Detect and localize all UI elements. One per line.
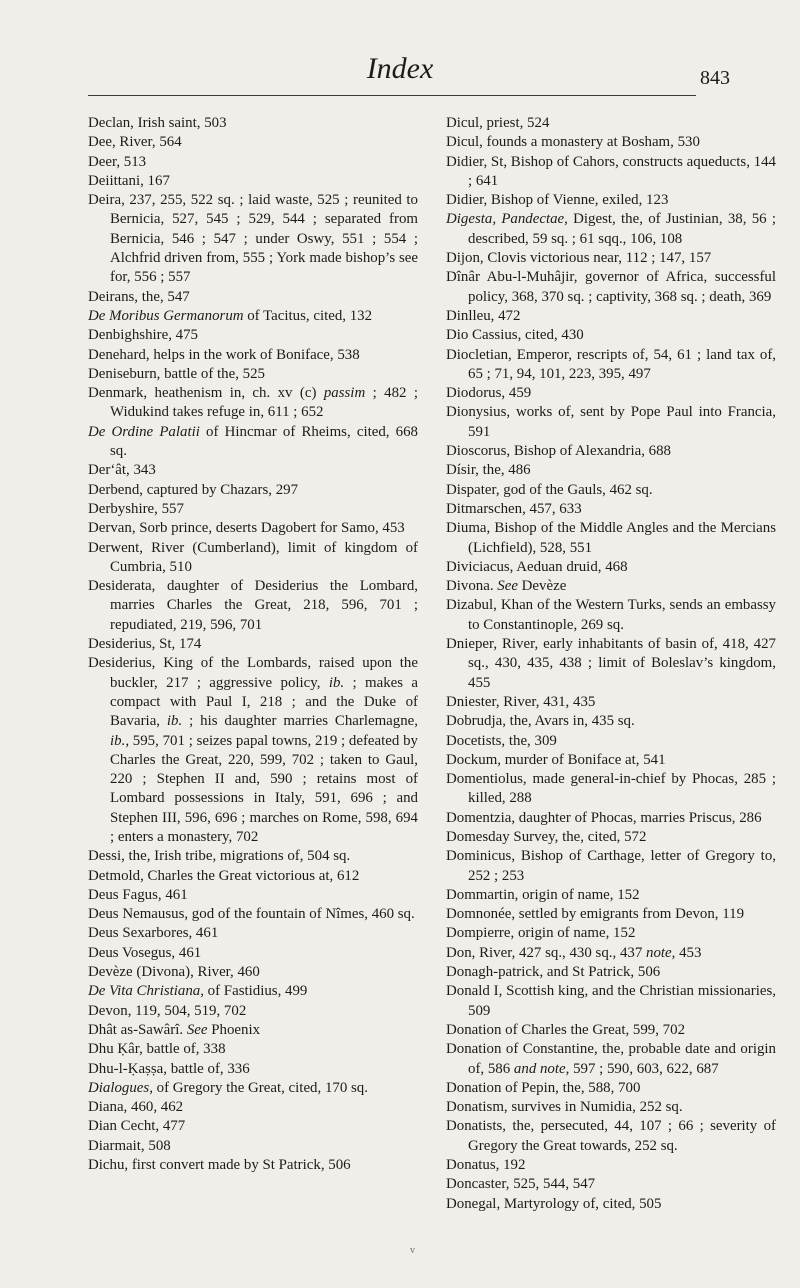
index-entry-text: Donegal, Martyrology of, cited, 505 bbox=[446, 1195, 662, 1212]
index-entry-text: Dobrudja, the, Avars in, 435 sq. bbox=[446, 713, 635, 730]
index-entry bbox=[88, 886, 418, 905]
index-entry-text: Deirans, the, 547 bbox=[88, 288, 190, 305]
index-entry bbox=[446, 982, 776, 1021]
index-entry-text: Dee, River, 564 bbox=[88, 134, 182, 151]
index-entry-italic-text: and note bbox=[513, 1060, 566, 1077]
index-entry-text: Dhu-l-Ḳaṣṣa, battle of, 336 bbox=[88, 1060, 250, 1077]
index-entry-text: Donation of Charles the Great, 599, 702 bbox=[446, 1021, 686, 1038]
index-entry bbox=[446, 577, 776, 596]
index-entry-text: Dicul, priest, 524 bbox=[446, 115, 550, 131]
index-entry-text: Deus Sexarbores, 461 bbox=[88, 925, 219, 942]
index-entry bbox=[88, 191, 418, 287]
index-entry bbox=[446, 249, 776, 268]
index-entry-text: Dominicus, Bishop of Carthage, letter of Gregory to, 252 ; 253 bbox=[446, 848, 776, 884]
index-entry bbox=[88, 867, 418, 886]
index-entry-text: Domesday Survey, the, cited, 572 bbox=[446, 828, 647, 845]
index-entry bbox=[88, 1098, 418, 1117]
index-entry-italic-text: ib. bbox=[110, 732, 126, 749]
index-entry-text: Don, River, 427 sq., 430 sq., 437 bbox=[446, 944, 647, 961]
index-entry bbox=[446, 732, 776, 751]
index-entry-text: , 453 bbox=[671, 944, 702, 961]
index-entry-text: Didier, St, Bishop of Cahors, constructs aqueducts, 144 ; 641 bbox=[446, 153, 776, 189]
index-entry-italic-text: passim bbox=[323, 385, 366, 402]
index-column-left bbox=[88, 114, 418, 1175]
index-entry-text: of Tacitus, cited, 132 bbox=[243, 307, 373, 324]
index-entry-text: ; makes a compact with Paul I, 218 ; and the Duke of Bavaria, bbox=[110, 674, 418, 730]
index-entry bbox=[88, 1021, 418, 1040]
index-entry-text: Dijon, Clovis victorious near, 112 ; 147, 157 bbox=[446, 250, 712, 267]
index-entry bbox=[446, 828, 776, 847]
index-entry bbox=[88, 1137, 418, 1156]
index-entry bbox=[446, 500, 776, 519]
index-entry-text: Denehard, helps in the work of Boniface, 538 bbox=[88, 346, 360, 363]
index-entry-text: Dompierre, origin of name, 152 bbox=[446, 925, 636, 942]
index-entry-text: Dniester, River, 431, 435 bbox=[446, 693, 596, 710]
index-entry bbox=[446, 1098, 776, 1117]
index-entry-text: Derbend, captured by Chazars, 297 bbox=[88, 481, 299, 498]
index-entry-text: ; 482 ; Widukind takes refuge in, 611 ; 652 bbox=[110, 385, 419, 421]
index-entry-text: Deus Fagus, 461 bbox=[88, 886, 188, 903]
index-entry-text: Der‘ât, 343 bbox=[88, 462, 156, 479]
index-entry bbox=[446, 153, 776, 192]
index-entry bbox=[446, 1079, 776, 1098]
index-entry bbox=[446, 481, 776, 500]
index-entry-text: Desiderata, daughter of Desiderius the Lombard, marries Charles the Great, 218, 596, 701 ; repudiated, 219, 596, 701 bbox=[88, 578, 418, 633]
index-entry-text: , 595, 701 ; seizes papal towns, 219 ; defeated by Charles the Great, 220, 599, 702 ; taken to Gaul, 220 ; Stephen II and, 590 ; retains most of Lombard possessions in Italy, 591, 696 ; and Stephen III, 596, 696 ; marches on Rome, 598, 694 ; enters a monastery, 702 bbox=[110, 732, 418, 845]
index-entry-text: Diviciacus, Aeduan druid, 468 bbox=[446, 558, 628, 575]
index-entry-text: Devèze bbox=[517, 578, 567, 595]
index-entry-text: , of Gregory the Great, cited, 170 sq. bbox=[149, 1079, 368, 1096]
index-entry bbox=[446, 461, 776, 480]
index-entry bbox=[446, 809, 776, 828]
index-entry-text: Diodorus, 459 bbox=[446, 385, 532, 402]
index-entry-text: Deus Vosegus, 461 bbox=[88, 944, 202, 961]
index-entry-text: Dhât as-Sawârî. bbox=[88, 1021, 187, 1038]
index-entry bbox=[446, 519, 776, 558]
index-entry-text: Dio Cassius, cited, 430 bbox=[446, 327, 584, 344]
index-entry-text: Dockum, murder of Boniface at, 541 bbox=[446, 751, 666, 768]
index-entry-text: Devèze (Divona), River, 460 bbox=[88, 964, 260, 981]
index-entry-text: Diana, 460, 462 bbox=[88, 1099, 184, 1116]
page-header bbox=[0, 0, 800, 108]
index-entry-text: Donagh-patrick, and St Patrick, 506 bbox=[446, 964, 661, 981]
index-entry-text: , 597 ; 590, 603, 622, 687 bbox=[565, 1060, 719, 1077]
index-entry-text: Deer, 513 bbox=[88, 153, 147, 170]
index-entry bbox=[88, 577, 418, 635]
page-title: Index bbox=[366, 52, 434, 85]
index-entry-text: Domnonée, settled by emigrants from Devon, 119 bbox=[446, 906, 745, 923]
index-entry bbox=[446, 712, 776, 731]
index-entry-text: Dicul, founds a monastery at Bosham, 530 bbox=[446, 134, 700, 151]
index-entry-italic-text: ib. bbox=[328, 674, 345, 691]
index-entry bbox=[88, 326, 418, 345]
index-entry bbox=[446, 1040, 776, 1079]
index-entry bbox=[446, 1175, 776, 1194]
index-entry bbox=[446, 384, 776, 403]
index-entry bbox=[446, 751, 776, 770]
index-entry-text: Devon, 119, 504, 519, 702 bbox=[88, 1002, 247, 1019]
index-entry bbox=[88, 635, 418, 654]
index-entry-text: Donatists, the, persecuted, 44, 107 ; 66 ; severity of Gregory the Great towards, 252 sq. bbox=[446, 1118, 776, 1154]
index-entry bbox=[88, 365, 418, 384]
index-entry bbox=[446, 191, 776, 210]
index-entry-text: Domentiolus, made general-in-chief by Phocas, 285 ; killed, 288 bbox=[446, 771, 776, 807]
index-entry-text: Deus Nemausus, god of the fountain of Nîmes, 460 sq. bbox=[88, 906, 415, 923]
index-entry-text: Dioscorus, Bishop of Alexandria, 688 bbox=[446, 443, 671, 460]
index-entry bbox=[88, 905, 418, 924]
index-entry bbox=[88, 1002, 418, 1021]
index-entry-text: Diarmait, 508 bbox=[88, 1137, 171, 1154]
index-entry-text: Deiittani, 167 bbox=[88, 172, 170, 189]
page-number: 843 bbox=[700, 67, 730, 89]
index-entry-text: Dian Cecht, 477 bbox=[88, 1118, 186, 1135]
index-entry-text: Desiderius, St, 174 bbox=[88, 636, 202, 653]
index-entry-text: Dînâr Abu-l-Muhâjir, governor of Africa, successful policy, 368, 370 sq. ; captivity, 368 sq. ; death, 369 bbox=[446, 269, 776, 305]
index-entry bbox=[88, 114, 418, 133]
index-entry-text: , of Fastidius, 499 bbox=[200, 983, 308, 1000]
index-entry bbox=[88, 500, 418, 519]
index-entry-text: Dichu, first convert made by St Patrick, 506 bbox=[88, 1157, 351, 1174]
index-entry bbox=[446, 635, 776, 693]
index-entry bbox=[446, 346, 776, 385]
index-entry bbox=[446, 1156, 776, 1175]
index-entry-text: Dessi, the, Irish tribe, migrations of, 504 sq. bbox=[88, 848, 351, 865]
index-entry-text: Desiderius, King of the Lombards, raised upon the buckler, 217 ; aggressive policy, bbox=[88, 655, 418, 691]
index-entry bbox=[446, 326, 776, 345]
index-entry bbox=[88, 963, 418, 982]
index-entry-italic-text: De Moribus Germanorum bbox=[88, 307, 244, 324]
index-entry-text: Domentzia, daughter of Phocas, marries Priscus, 286 bbox=[446, 809, 762, 826]
index-entry-text: Docetists, the, 309 bbox=[446, 732, 557, 749]
index-entry bbox=[88, 133, 418, 152]
index-entry bbox=[88, 519, 418, 538]
index-entry-text: Dinlleu, 472 bbox=[446, 307, 521, 324]
index-entry bbox=[446, 924, 776, 943]
index-entry-text: ; his daughter marries Charlemagne, bbox=[182, 713, 418, 730]
index-entry bbox=[446, 596, 776, 635]
index-entry-text: Ditmarschen, 457, 633 bbox=[446, 500, 582, 517]
index-entry bbox=[446, 210, 776, 249]
index-entry-italic-text: De Vita Christiana bbox=[88, 983, 201, 1000]
index-column-right bbox=[446, 114, 776, 1214]
index-entry bbox=[446, 1021, 776, 1040]
index-entry-text: Dervan, Sorb prince, deserts Dagobert for Samo, 453 bbox=[88, 520, 405, 537]
index-entry-text: Donation of Pepin, the, 588, 700 bbox=[446, 1079, 641, 1096]
index-entry-text: Denmark, heathenism in, ch. xv (c) bbox=[88, 385, 324, 402]
index-entry-text: Donatism, survives in Numidia, 252 sq. bbox=[446, 1099, 683, 1116]
index-entry bbox=[88, 461, 418, 480]
index-entry bbox=[446, 442, 776, 461]
index-entry-text: Donatus, 192 bbox=[446, 1157, 526, 1174]
index-entry-italic-text: De Ordine Palatii bbox=[88, 423, 200, 440]
index-entry bbox=[446, 693, 776, 712]
index-entry-text: Dhu Ḳâr, battle of, 338 bbox=[88, 1041, 226, 1058]
index-entry bbox=[446, 963, 776, 982]
index-entry-italic-text: ib. bbox=[166, 713, 183, 730]
index-entry bbox=[88, 288, 418, 307]
index-entry-text: Phoenix bbox=[207, 1021, 261, 1038]
index-entry bbox=[446, 558, 776, 577]
index-entry-text: Declan, Irish saint, 503 bbox=[88, 115, 227, 131]
index-entry-text: Denbighshire, 475 bbox=[88, 327, 199, 344]
index-entry bbox=[88, 481, 418, 500]
index-entry bbox=[88, 1060, 418, 1079]
index-entry bbox=[88, 384, 418, 423]
index-entry-text: Dionysius, works of, sent by Pope Paul into Francia, 591 bbox=[446, 404, 776, 440]
index-entry bbox=[88, 172, 418, 191]
index-entry bbox=[446, 905, 776, 924]
index-entry bbox=[446, 307, 776, 326]
index-entry bbox=[446, 1195, 776, 1214]
index-entry-text: Didier, Bishop of Vienne, exiled, 123 bbox=[446, 192, 669, 209]
index-entry-italic-text: See bbox=[186, 1021, 208, 1038]
index-entry bbox=[446, 770, 776, 809]
index-entry-text: Detmold, Charles the Great victorious at, 612 bbox=[88, 867, 360, 884]
index-entry bbox=[88, 539, 418, 578]
signature-mark: v bbox=[410, 1245, 415, 1256]
header-rule bbox=[88, 95, 696, 96]
index-entry-text: Derbyshire, 557 bbox=[88, 500, 184, 517]
index-entry bbox=[88, 346, 418, 365]
index-entry bbox=[446, 114, 776, 133]
index-entry bbox=[446, 847, 776, 886]
index-entry bbox=[88, 982, 418, 1001]
index-entry-text: Dizabul, Khan of the Western Turks, sends an embassy to Constantinople, 269 sq. bbox=[446, 597, 776, 633]
index-entry bbox=[88, 307, 418, 326]
index-entry-text: , Digest, the, of Justinian, 38, 56 ; described, 59 sq. ; 61 sqq., 106, 108 bbox=[468, 211, 776, 247]
index-entry-text: Dísir, the, 486 bbox=[446, 462, 531, 479]
index-entry-text: Doncaster, 525, 544, 547 bbox=[446, 1176, 596, 1193]
index-entry-text: Deniseburn, battle of the, 525 bbox=[88, 365, 265, 382]
index-entry bbox=[446, 1117, 776, 1156]
index-entry bbox=[88, 1117, 418, 1136]
index-entry-italic-text: Digesta, Pandectae bbox=[446, 211, 565, 228]
index-entry bbox=[446, 268, 776, 307]
index-entry-text: Divona. bbox=[446, 578, 498, 595]
index-entry-text: Dommartin, origin of name, 152 bbox=[446, 886, 640, 903]
index-entry bbox=[88, 1079, 418, 1098]
index-entry bbox=[88, 1040, 418, 1059]
index-entry bbox=[446, 403, 776, 442]
index-entry bbox=[88, 423, 418, 462]
index-entry-text: Diuma, Bishop of the Middle Angles and the Mercians (Lichfield), 528, 551 bbox=[446, 520, 776, 556]
index-entry bbox=[88, 153, 418, 172]
index-entry-text: of Hincmar of Rheims, cited, 668 sq. bbox=[110, 423, 418, 460]
index-entry bbox=[446, 944, 776, 963]
index-entry bbox=[446, 133, 776, 152]
index-entry bbox=[88, 924, 418, 943]
index-entry bbox=[88, 944, 418, 963]
index-entry bbox=[446, 886, 776, 905]
index-entry-text: Donald I, Scottish king, and the Christian missionaries, 509 bbox=[446, 983, 776, 1019]
index-entry-text: Deira, 237, 255, 522 sq. ; laid waste, 525 ; reunited to Bernicia, 527, 545 ; 529, 544 ; separated from Bernicia, 546 ; 547 ; under Oswy, 551 ; 554 ; Alchfrid driven from, 555 ; York made bishop’s see for, 556 ; 557 bbox=[88, 192, 418, 286]
index-entry bbox=[88, 847, 418, 866]
index-entry-italic-text: See bbox=[497, 578, 518, 595]
index-entry bbox=[88, 1156, 418, 1175]
index-entry-text: Diocletian, Emperor, rescripts of, 54, 61 ; land tax of, 65 ; 71, 94, 101, 223, 395, 497 bbox=[446, 346, 776, 382]
index-entry-italic-text: Dialogues bbox=[88, 1079, 150, 1096]
index-entry-text: Dnieper, River, early inhabitants of basin of, 418, 427 sq., 430, 435, 438 ; limit of Boleslav’s kingdom, 455 bbox=[446, 636, 776, 691]
index-entry bbox=[88, 654, 418, 847]
index-entry-text: Dispater, god of the Gauls, 462 sq. bbox=[446, 481, 653, 498]
index-entry-italic-text: note bbox=[646, 944, 672, 961]
index-entry-text: Derwent, River (Cumberland), limit of kingdom of Cumbria, 510 bbox=[88, 539, 418, 575]
index-entry-text: Donation of Constantine, the, probable date and origin of, 586 bbox=[446, 1041, 776, 1077]
